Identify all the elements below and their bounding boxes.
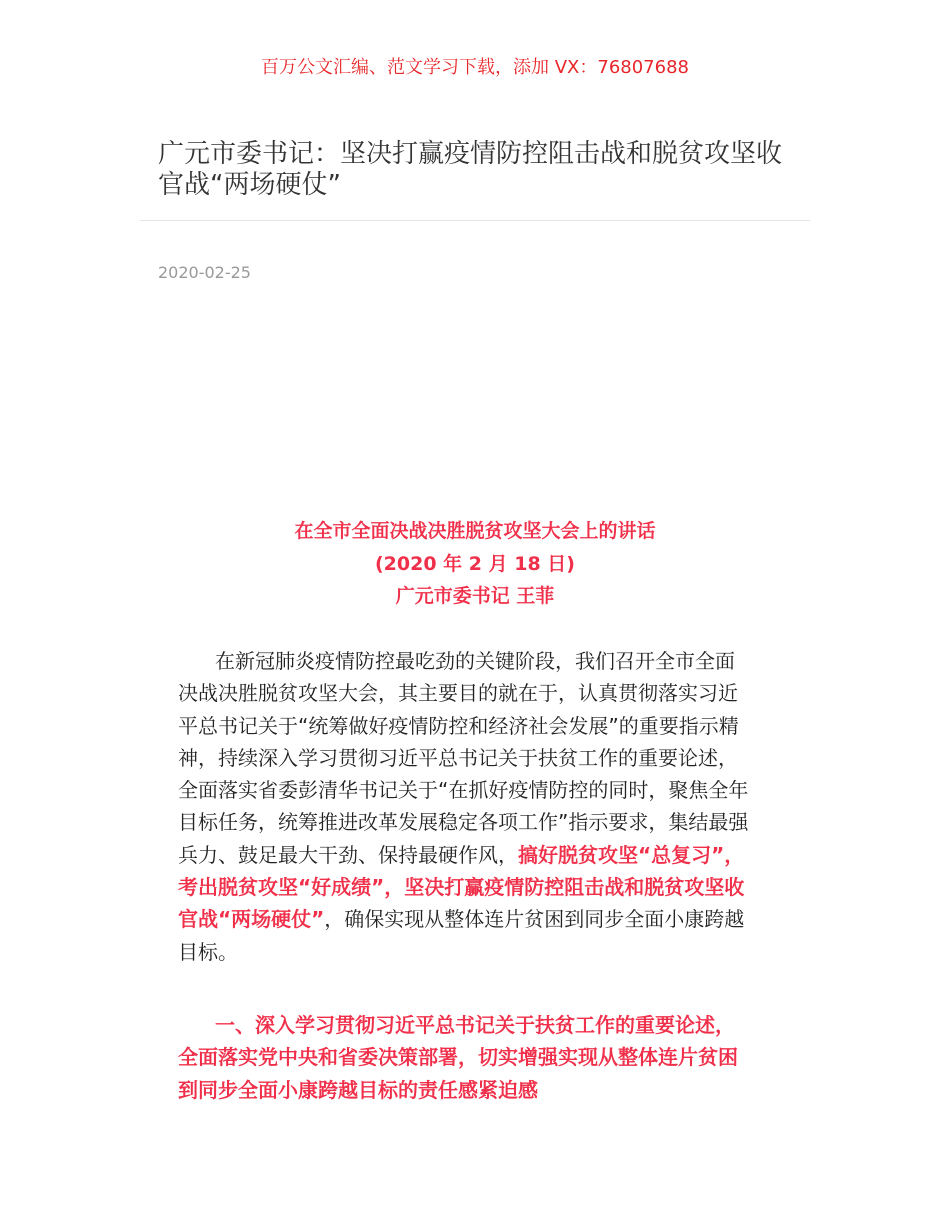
divider: [140, 220, 810, 221]
paragraph-text: 决战决胜脱贫攻坚大会，其主要目的就在于，认真贯彻落实习近: [178, 681, 738, 706]
paragraph-line: [178, 677, 778, 709]
paragraph-line: [178, 742, 778, 774]
paragraph-line: [178, 839, 778, 871]
paragraph-line: [178, 645, 778, 677]
article-title: [158, 139, 798, 201]
paragraph-text: 在新冠肺炎疫情防控最吃劲的关键阶段，我们召开全市全面: [215, 649, 735, 673]
section-heading-line: 全面落实党中央和省委决策部署，切实增强实现从整体连片贫困: [178, 1045, 738, 1070]
highlighted-text: 搞好脱贫攻坚“总复习”，: [518, 842, 745, 867]
speech-title: 在全市全面决战决胜脱贫攻坚大会上的讲话: [294, 520, 656, 542]
section-heading-line: 一、深入学习贯彻习近平总书记关于扶贫工作的重要论述，: [215, 1013, 735, 1037]
paragraph-line: [178, 710, 778, 742]
paragraph-line: [178, 936, 778, 968]
paragraph-text: 目标。: [178, 939, 238, 964]
speech-speaker: 广元市委书记 王菲: [395, 585, 555, 607]
promo-banner: 百万公文汇编、范文学习下载，添加 VX：76807688: [261, 57, 689, 78]
title-line: 官战“两场硬仗”: [158, 170, 341, 200]
highlighted-text: 官战“两场硬仗”: [178, 907, 325, 932]
paragraph-line: [178, 774, 778, 806]
paragraph-line: [178, 806, 778, 838]
paragraph-text: 目标任务，统筹推进改革发展稳定各项工作”指示要求，集结最强: [178, 810, 749, 835]
title-line: 广元市委书记：坚决打赢疫情防控阻击战和脱贫攻坚收: [158, 139, 783, 169]
speech-date: (2020 年 2 月 18 日): [375, 552, 575, 575]
paragraph-text: 神，持续深入学习贯彻习近平总书记关于扶贫工作的重要论述，: [178, 745, 738, 770]
paragraph-line: [178, 871, 778, 903]
section-heading-line: 到同步全面小康跨越目标的责任感紧迫感: [178, 1077, 538, 1102]
paragraph-text: 兵力、鼓足最大干劲、保持最硬作风，: [178, 842, 518, 867]
paragraph-text: 全面落实省委彭清华书记关于“在抓好疫情防控的同时，聚焦全年: [178, 778, 749, 803]
publish-date: 2020-02-25: [158, 263, 251, 282]
section-heading-1: [178, 1009, 778, 1106]
paragraph-text: ，确保实现从整体连片贫困到同步全面小康跨越: [324, 907, 745, 932]
paragraph-line: [178, 903, 778, 935]
paragraph-text: 平总书记关于“统筹做好疫情防控和经济社会发展”的重要指示精: [178, 713, 739, 738]
intro-paragraph: [178, 645, 778, 968]
speech-header: [178, 515, 772, 613]
highlighted-text: 考出脱贫攻坚“好成绩”，坚决打赢疫情防控阻击战和脱贫攻坚收: [178, 875, 745, 900]
